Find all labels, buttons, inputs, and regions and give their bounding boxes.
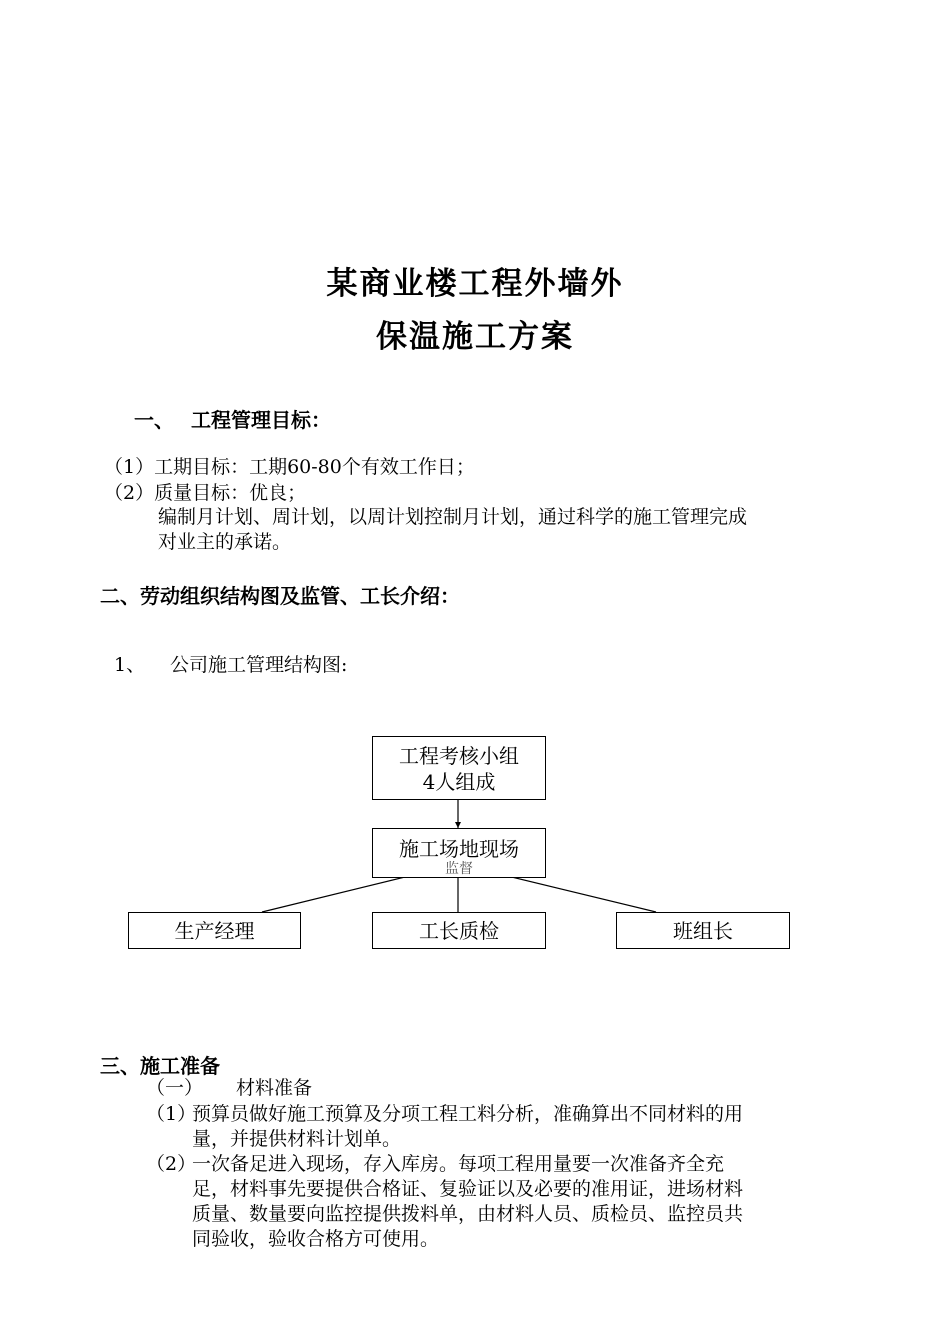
planning-paragraph-line2: 对业主的承诺。 bbox=[158, 531, 292, 553]
schedule-goal: （1）工期目标：工期60-80个有效工作日； bbox=[104, 456, 475, 478]
org-box-assessment-members: 4人组成 bbox=[422, 770, 496, 794]
planning-paragraph-line1: 编制月计划、周计划，以周计划控制月计划，通过科学的施工管理完成 bbox=[158, 506, 748, 528]
section3-sub-heading: 材料准备 bbox=[236, 1077, 313, 1099]
document-title-line2: 保温施工方案 bbox=[376, 319, 574, 355]
section1-heading: 工程管理目标： bbox=[191, 408, 331, 432]
org-box-site-supervision-overflow: 监督 bbox=[445, 861, 473, 877]
section2-sub-heading: 公司施工管理结构图: bbox=[170, 654, 348, 676]
item1-line1: 预算员做好施工预算及分项工程工料分析，准确算出不同材料的用 bbox=[192, 1103, 744, 1125]
section3-heading: 三、施工准备 bbox=[100, 1054, 220, 1078]
org-box-assessment-title: 工程考核小组 bbox=[399, 744, 519, 768]
section3-sub-number: （一） bbox=[146, 1077, 204, 1099]
org-box-team-leader bbox=[616, 912, 790, 949]
org-box-production-manager-label: 生产经理 bbox=[174, 919, 255, 943]
org-box-production-manager bbox=[128, 912, 301, 949]
org-box-foreman-qc-label: 工长质检 bbox=[419, 919, 499, 943]
org-box-site-supervision-label: 施工场地现场 bbox=[399, 837, 519, 861]
section2-sub-number: 1、 bbox=[114, 654, 146, 676]
document-title-line1: 某商业楼工程外墙外 bbox=[326, 266, 624, 302]
item2-line2: 足，材料事先要提供合格证、复验证以及必要的准用证，进场材料 bbox=[192, 1178, 744, 1200]
section2-heading: 二、劳动组织结构图及监管、工长介绍： bbox=[100, 584, 460, 608]
item2-number: （2） bbox=[146, 1153, 197, 1175]
quality-goal: （2）质量目标：优良； bbox=[104, 482, 307, 504]
item2-line3: 质量、数量要向监控提供拨料单，由材料人员、质检员、监控员共 bbox=[192, 1203, 744, 1225]
item1-line2: 量，并提供材料计划单。 bbox=[192, 1128, 402, 1150]
org-box-site-supervision bbox=[372, 828, 546, 878]
org-box-foreman-qc bbox=[372, 912, 546, 949]
item2-line1: 一次备足进入现场，存入库房。每项工程用量要一次准备齐全充 bbox=[192, 1153, 725, 1175]
section1-heading-number: 一、 bbox=[134, 408, 174, 432]
org-box-team-leader-label: 班组长 bbox=[673, 919, 733, 943]
item2-line4: 同验收，验收合格方可使用。 bbox=[192, 1228, 440, 1250]
item1-number: （1） bbox=[146, 1103, 197, 1125]
org-box-assessment-group bbox=[372, 736, 546, 800]
